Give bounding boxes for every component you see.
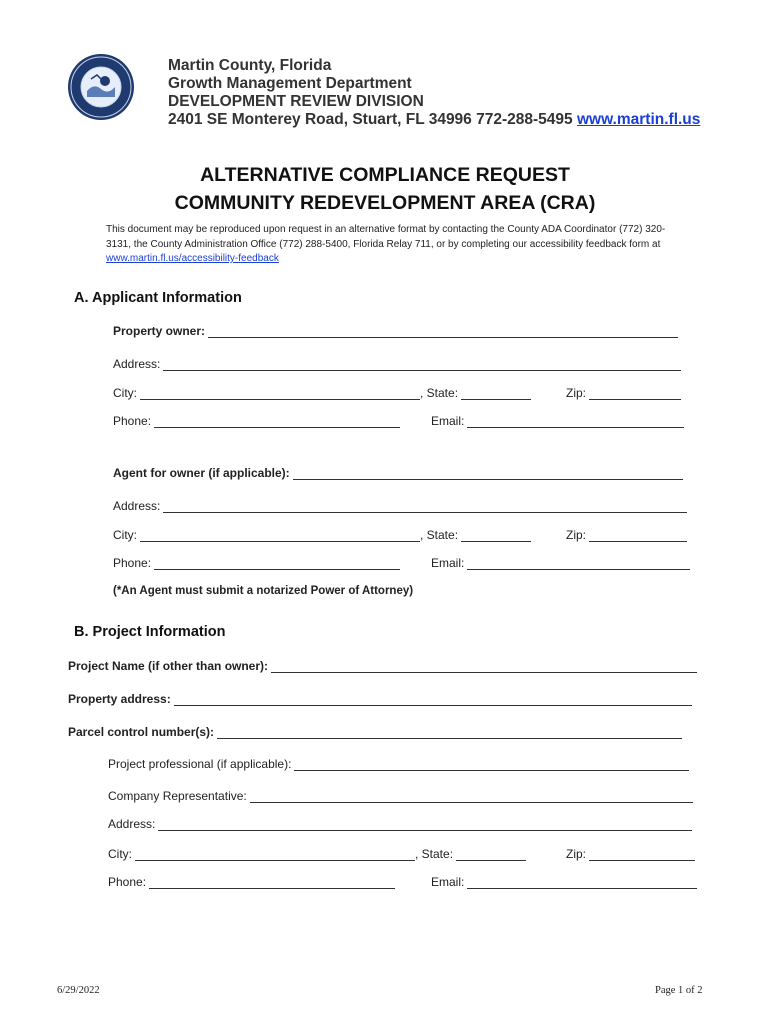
- website-link[interactable]: www.martin.fl.us: [576, 111, 701, 128]
- agent-note: (*An Agent must submit a notarized Power of Attorney): [113, 585, 414, 597]
- page-title-line2: COMMUNITY REDEVELOPMENT AREA (CRA): [174, 192, 596, 214]
- project-name-row: [68, 659, 697, 673]
- owner-zip-field[interactable]: [589, 388, 681, 400]
- project-email-row: [431, 875, 697, 889]
- property-owner-row: [113, 324, 678, 338]
- project-city-label: City:: [108, 847, 132, 861]
- parcel-field[interactable]: [217, 727, 682, 739]
- owner-phone-label: Phone:: [113, 414, 152, 428]
- accessibility-notice: [106, 223, 676, 267]
- owner-city-label: City:: [113, 386, 137, 400]
- company-rep-label: Company Representative:: [108, 789, 247, 803]
- owner-phone-field[interactable]: [154, 416, 400, 428]
- county-seal-logo: [67, 53, 135, 121]
- project-phone-row: [108, 875, 395, 889]
- professional-field[interactable]: [294, 759, 689, 771]
- page-title-line1: ALTERNATIVE COMPLIANCE REQUEST: [200, 164, 570, 186]
- agent-address-field[interactable]: [163, 501, 687, 513]
- agent-city-field[interactable]: [140, 530, 420, 542]
- project-email-label: Email:: [431, 875, 465, 889]
- header-department: Growth Management Department: [168, 75, 412, 92]
- footer-date: 6/29/2022: [57, 985, 100, 996]
- project-email-field[interactable]: [467, 877, 697, 889]
- agent-email-label: Email:: [431, 556, 465, 570]
- notice-text: This document may be reproduced upon request in an alternative format by contacting the County ADA Coordinator (772) 320-3131, the County Administration Office (772) 288-5400, Florida Relay 711, or by completing our accessibility feedback form at: [106, 224, 666, 250]
- owner-email-field[interactable]: [467, 416, 684, 428]
- header-address: 2401 SE Monterey Road, Stuart, FL 34996 772-288-5495: [168, 111, 573, 128]
- project-state-label: , State:: [415, 847, 454, 861]
- project-city-field[interactable]: [135, 849, 415, 861]
- agent-phone-field[interactable]: [154, 558, 400, 570]
- project-zip-label: Zip:: [566, 847, 587, 861]
- owner-address-label: Address:: [113, 357, 161, 371]
- agent-label: Agent for owner (if applicable):: [113, 466, 290, 480]
- owner-city-field[interactable]: [140, 388, 420, 400]
- property-owner-field[interactable]: [208, 326, 678, 338]
- agent-city-row: [113, 528, 531, 542]
- agent-zip-field[interactable]: [589, 530, 687, 542]
- agent-address-row: [113, 499, 687, 513]
- owner-email-row: [431, 414, 684, 428]
- agent-state-field[interactable]: [461, 530, 531, 542]
- professional-label: Project professional (if applicable):: [108, 757, 292, 771]
- section-b-heading: B. Project Information: [74, 624, 226, 640]
- agent-email-field[interactable]: [467, 558, 690, 570]
- agent-phone-row: [113, 556, 400, 570]
- agent-zip-row: [566, 528, 687, 542]
- section-a-heading: A. Applicant Information: [74, 290, 242, 306]
- footer-page-number: Page 1 of 2: [655, 985, 703, 996]
- owner-address-row: [113, 357, 681, 371]
- header-address-line: [168, 111, 700, 129]
- project-phone-label: Phone:: [108, 875, 147, 889]
- company-rep-row: [108, 789, 693, 803]
- company-rep-field[interactable]: [250, 791, 693, 803]
- owner-state-field[interactable]: [461, 388, 531, 400]
- property-address-label: Property address:: [68, 692, 171, 706]
- project-zip-field[interactable]: [589, 849, 695, 861]
- professional-row: [108, 757, 689, 771]
- agent-email-row: [431, 556, 690, 570]
- agent-zip-label: Zip:: [566, 528, 587, 542]
- parcel-label: Parcel control number(s):: [68, 725, 215, 739]
- property-address-field[interactable]: [174, 694, 692, 706]
- header-county: Martin County, Florida: [168, 57, 332, 74]
- agent-city-label: City:: [113, 528, 137, 542]
- project-address-field[interactable]: [158, 819, 692, 831]
- project-address-label: Address:: [108, 817, 156, 831]
- project-city-row: [108, 847, 526, 861]
- project-zip-row: [566, 847, 695, 861]
- agent-state-label: , State:: [420, 528, 459, 542]
- accessibility-feedback-link[interactable]: www.martin.fl.us/accessibility-feedback: [106, 253, 279, 264]
- agent-phone-label: Phone:: [113, 556, 152, 570]
- header-division: DEVELOPMENT REVIEW DIVISION: [168, 93, 424, 110]
- owner-state-label: , State:: [420, 386, 459, 400]
- agent-row: [113, 466, 683, 480]
- property-owner-label: Property owner:: [113, 324, 206, 338]
- owner-zip-label: Zip:: [566, 386, 587, 400]
- project-name-field[interactable]: [271, 661, 697, 673]
- owner-zip-row: [566, 386, 681, 400]
- project-address-row: [108, 817, 692, 831]
- owner-address-field[interactable]: [163, 359, 681, 371]
- agent-field[interactable]: [293, 468, 683, 480]
- project-name-label: Project Name (if other than owner):: [68, 659, 269, 673]
- agent-address-label: Address:: [113, 499, 161, 513]
- project-state-field[interactable]: [456, 849, 526, 861]
- owner-email-label: Email:: [431, 414, 465, 428]
- owner-city-row: [113, 386, 531, 400]
- parcel-row: [68, 725, 682, 739]
- property-address-row: [68, 692, 692, 706]
- project-phone-field[interactable]: [149, 877, 395, 889]
- owner-phone-row: [113, 414, 400, 428]
